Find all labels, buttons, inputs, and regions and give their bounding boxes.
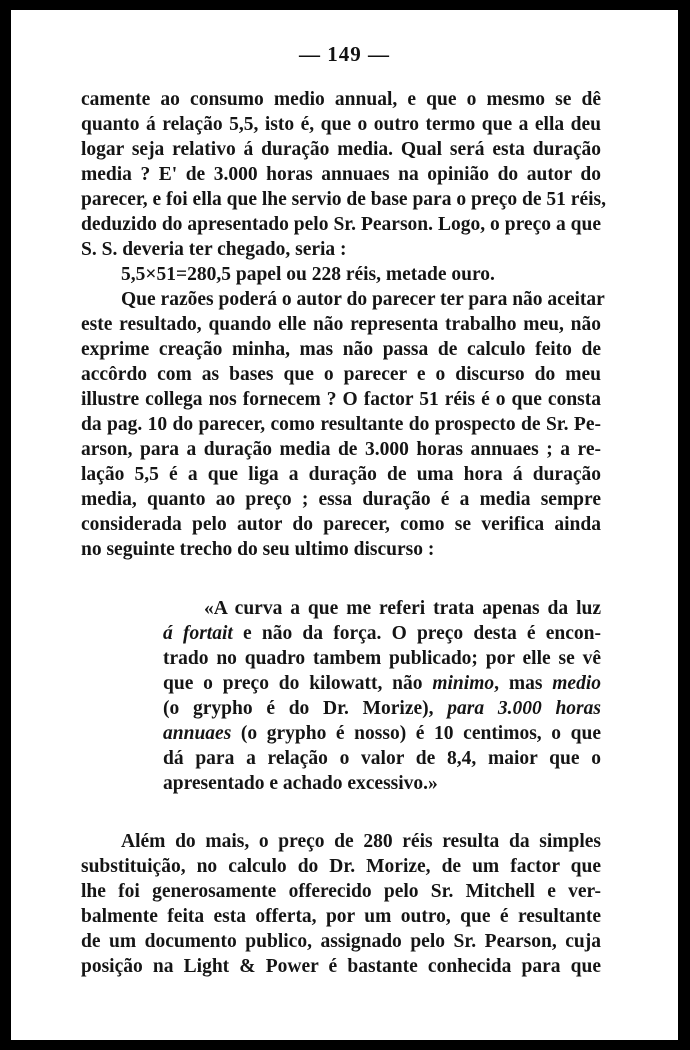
text-line: logar seja relativo á duração media. Qual será esta duração [81, 139, 601, 160]
text-line: Que razões poderá o autor do parecer ter para não aceitar [121, 289, 605, 310]
text-line: lação 5,5 é a que liga a duração de uma hora á duração [81, 464, 601, 485]
text-line: S. S. deveria ter chegado, seria : [81, 239, 347, 260]
text-line: media ? E' de 3.000 horas annuaes na opinião do autor do [81, 164, 601, 185]
text-line: lhe foi generosamente offerecido pelo Sr. Mitchell e ver- [81, 881, 601, 902]
italic-text: á fortait [163, 623, 233, 644]
italic-text: minimo [432, 673, 495, 694]
text-line: quanto á relação 5,5, isto é, que o outro termo que a ella deu [81, 114, 601, 135]
text-line: balmente feita esta offerta, por um outro, que é resultante [81, 906, 601, 927]
text-line: este resultado, quando elle não representa trabalho meu, não [81, 314, 601, 335]
quote-line [163, 672, 601, 696]
text-line: posição na Light & Power é bastante conhecida para que [81, 956, 601, 977]
quote-line [163, 722, 601, 746]
text-line: arson, para a duração media de 3.000 horas annuaes ; a re- [81, 439, 601, 460]
text-line: considerada pelo autor do parecer, como se verifica ainda [81, 514, 601, 535]
text-line: accôrdo com as bases que o parecer e o discurso do meu [81, 364, 601, 385]
text-line: deduzido do apresentado pelo Sr. Pearson. Logo, o preço a que [81, 214, 601, 235]
text-line: Além do mais, o preço de 280 réis resulta da simples [121, 831, 601, 852]
text-line: da pag. 10 do parecer, como resultante do prospecto de Sr. Pe- [81, 414, 601, 435]
quote-text: (o grypho é nosso) é 10 centimos, o que [231, 723, 601, 744]
quote-line: apresentado e achado excessivo.» [163, 773, 438, 794]
italic-text: medio [552, 673, 601, 694]
quote-line: «A curva a que me referi trata apenas da luz [204, 598, 601, 619]
quote-line: dá para a relação o valor de 8,4, maior que o [163, 748, 601, 769]
text-line: parecer, e foi ella que lhe servio de base para o preço de 51 réis, [81, 189, 606, 210]
quote-line [163, 622, 601, 646]
italic-text: para 3.000 horas [447, 698, 601, 719]
text-line: camente ao consumo medio annual, e que o mesmo se dê [81, 89, 601, 110]
text-line: exprime creação minha, mas não passa de calculo feito de [81, 339, 601, 360]
formula-line: 5,5×51=280,5 papel ou 228 réis, metade ouro. [121, 264, 495, 285]
page-number: — 149 — [299, 42, 390, 66]
quote-line [163, 697, 601, 721]
quote-text: e não da força. O preço desta é encon- [232, 623, 601, 644]
text-line: illustre collega nos fornecem ? O factor 51 réis é o que consta [81, 389, 601, 410]
text-line: substituição, no calculo do Dr. Morize, de um factor que [81, 856, 601, 877]
quote-text: , mas [494, 673, 553, 694]
italic-text: annuaes [163, 723, 232, 744]
document-page [11, 10, 678, 1040]
quote-line: trado no quadro tambem publicado; por elle se vê [163, 648, 601, 669]
quote-text: (o grypho é do Dr. Morize), [163, 698, 448, 719]
text-line: media, quanto ao preço ; essa duração é a media sempre [81, 489, 601, 510]
text-line: de um documento publico, assignado pelo Sr. Pearson, cuja [81, 931, 601, 952]
quote-text: que o preço do kilowatt, não [163, 673, 433, 694]
text-line: no seguinte trecho do seu ultimo discurso : [81, 539, 435, 560]
